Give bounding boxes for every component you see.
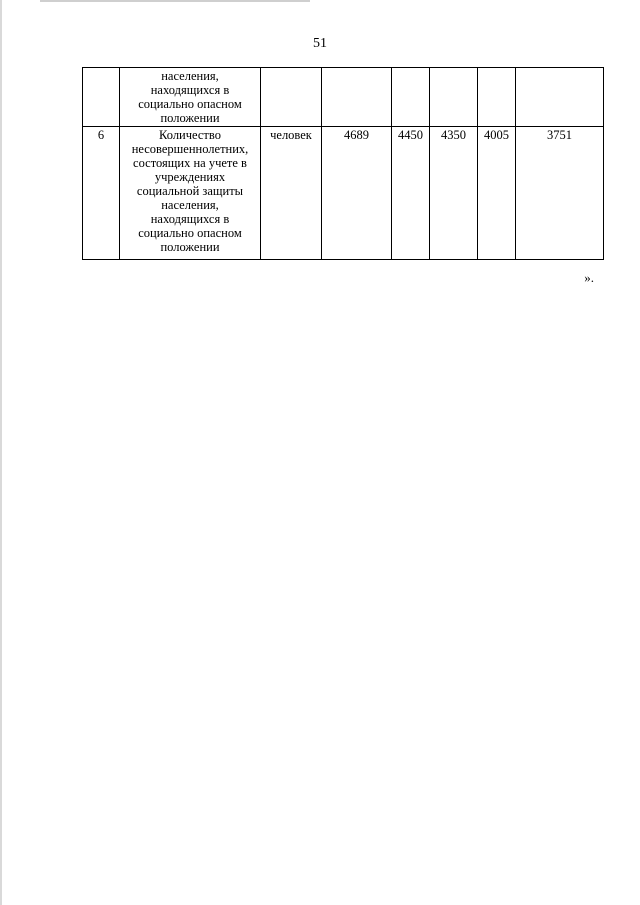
table-row — [83, 68, 604, 127]
indicator-line: несовершеннолетних, — [131, 142, 249, 156]
indicator-line: находящихся в — [150, 83, 230, 97]
indicator-line: положении — [160, 111, 220, 125]
value-cell: 4450 — [392, 127, 430, 260]
closing-quote: ». — [584, 270, 594, 285]
unit-cell — [261, 68, 322, 127]
row-number-cell — [83, 68, 120, 127]
value-cell — [430, 68, 478, 127]
value-cell: 4689 — [322, 127, 392, 260]
table-row — [83, 127, 604, 260]
value-cell — [478, 68, 516, 127]
indicator-line: Количество — [159, 128, 221, 142]
indicator-line: находящихся в — [150, 212, 230, 226]
unit-cell: человек — [261, 127, 322, 260]
indicator-line: положении — [160, 240, 220, 254]
scan-edge-top — [40, 0, 310, 2]
indicator-line: состоящих на учете в — [133, 156, 247, 170]
indicator-line: социально опасном — [138, 226, 242, 240]
indicator-line: социальной защиты — [136, 184, 244, 198]
value-cell: 4350 — [430, 127, 478, 260]
indicator-line: учреждениях — [154, 170, 226, 184]
indicator-line: социально опасном — [138, 97, 242, 111]
row-number-cell: 6 — [83, 127, 120, 260]
indicator-line: населения, — [161, 198, 219, 212]
indicator-table — [82, 67, 604, 260]
indicator-cell — [120, 127, 261, 260]
value-cell — [516, 68, 604, 127]
indicator-line: населения, — [161, 69, 219, 83]
scan-edge-left — [0, 0, 2, 905]
value-cell: 4005 — [478, 127, 516, 260]
value-cell — [392, 68, 430, 127]
indicator-cell — [120, 68, 261, 127]
value-cell: 3751 — [516, 127, 604, 260]
value-cell — [322, 68, 392, 127]
page-number: 51 — [313, 36, 327, 51]
